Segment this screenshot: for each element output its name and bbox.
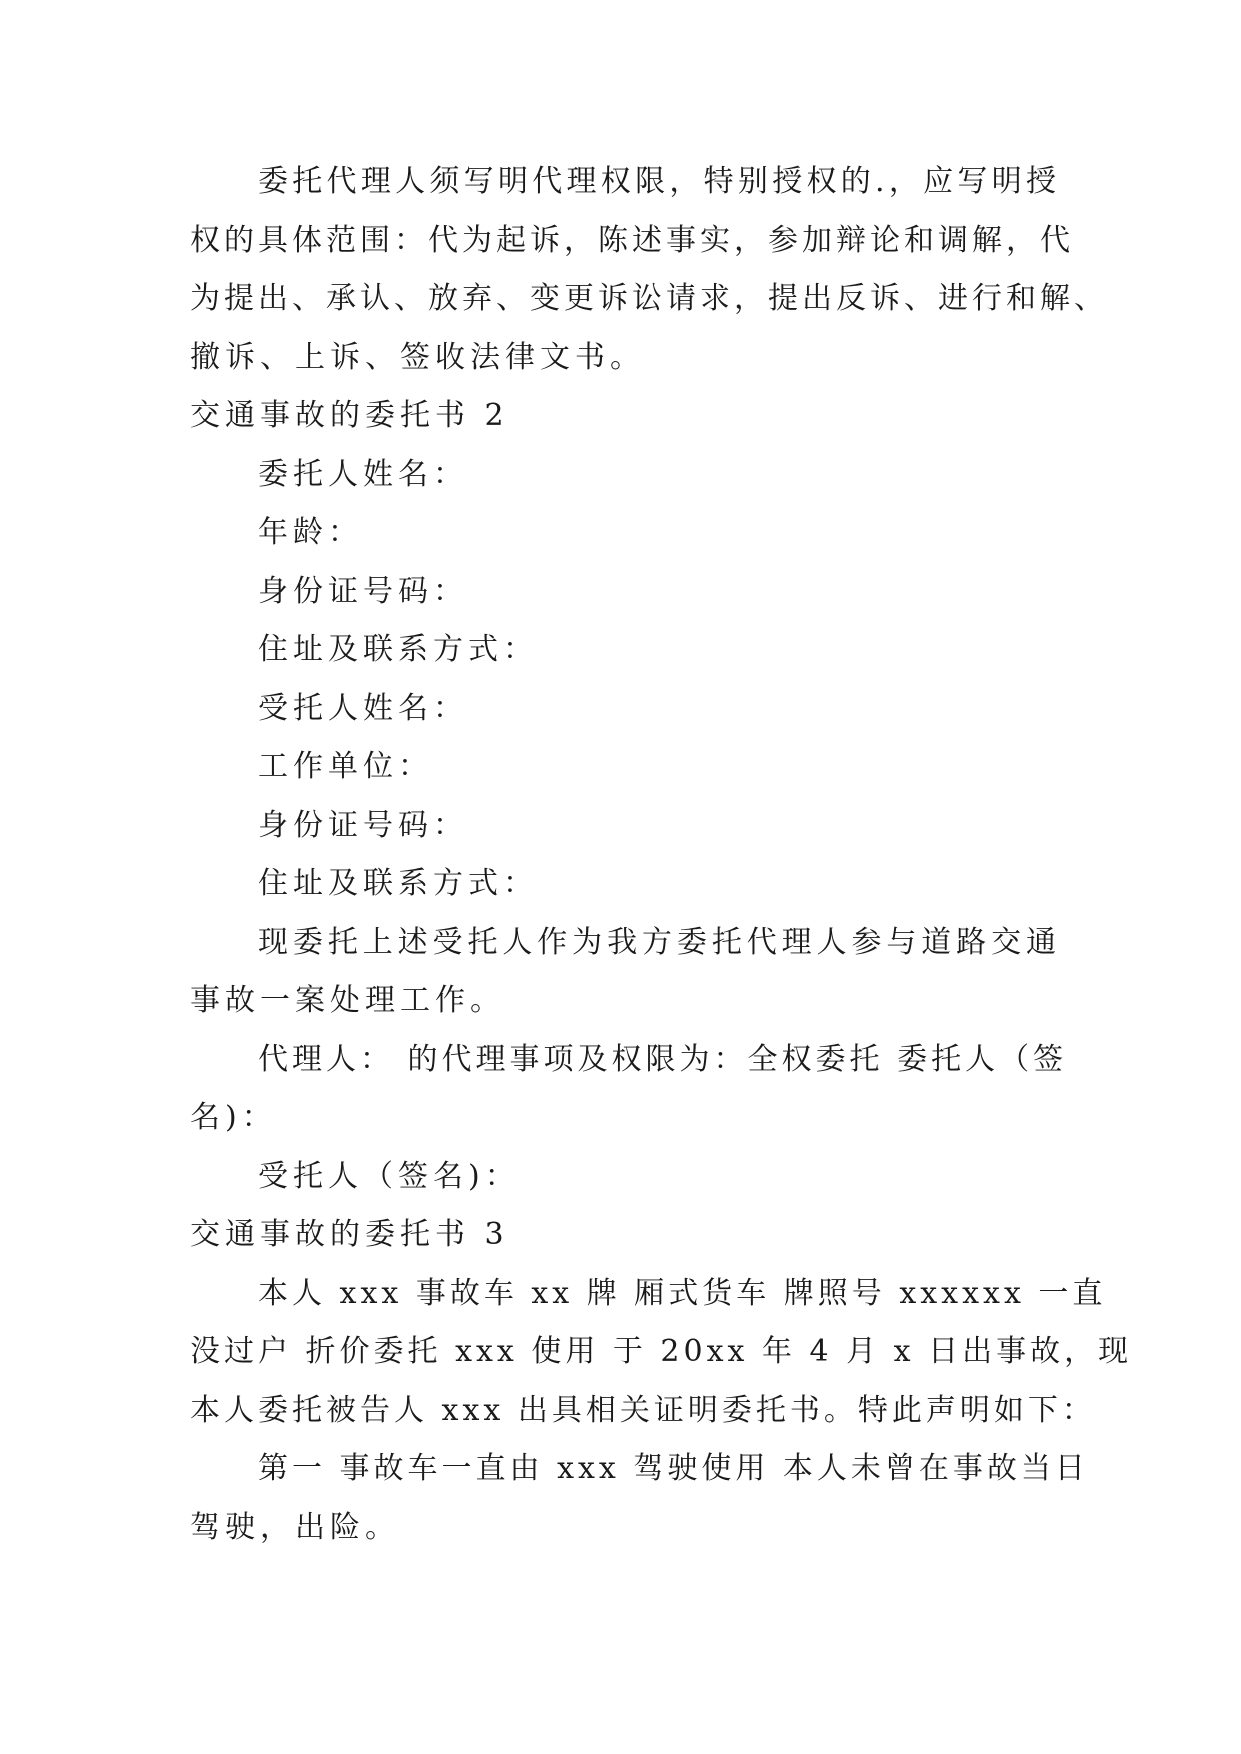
text-line: 驾驶，出险。	[190, 1509, 400, 1545]
form-field-list	[190, 446, 1060, 914]
document-body	[190, 153, 1133, 1557]
text-line: 代理人： 的代理事项及权限为：全权委托 委托人（签	[258, 1041, 1068, 1077]
paragraph-vehicle-statement	[190, 1265, 1133, 1441]
field-principal-id-number: 身份证号码：	[258, 573, 468, 609]
field-principal-address-contact: 住址及联系方式：	[258, 632, 538, 667]
field-principal-name: 委托人姓名：	[258, 456, 468, 492]
text-line: 本人委托被告人 xxx 出具相关证明委托书。特此声明如下：	[190, 1392, 1096, 1428]
text-line: 事故一案处理工作。	[190, 983, 505, 1018]
section-heading-2: 交通事故的委托书 2	[190, 398, 509, 433]
paragraph-agent-authority	[190, 1031, 1068, 1148]
trustee-signature-line: 受托人（签名)：	[258, 1158, 520, 1194]
field-trustee-name: 受托人姓名：	[258, 690, 468, 726]
text-line: 权的具体范围：代为起诉，陈述事实，参加辩论和调解，代	[190, 222, 1074, 258]
section-heading-3: 交通事故的委托书 3	[190, 1217, 509, 1252]
text-line: 本人 xxx 事故车 xx 牌 厢式货车 牌照号 xxxxxx 一直	[258, 1275, 1107, 1311]
field-work-unit: 工作单位：	[258, 749, 433, 784]
paragraph-entrustment	[190, 914, 1060, 1031]
text-line: 没过户 折价委托 xxx 使用 于 20xx 年 4 月 x 日出事故，现	[190, 1334, 1133, 1369]
paragraph-declaration-first	[190, 1440, 1089, 1557]
field-trustee-address-contact: 住址及联系方式：	[258, 866, 538, 901]
field-age: 年龄：	[258, 515, 363, 550]
paragraph-authority-scope	[190, 153, 1108, 387]
field-trustee-id-number: 身份证号码：	[258, 807, 468, 843]
text-line: 名)：	[190, 1100, 277, 1135]
text-line: 撤诉、上诉、签收法律文书。	[190, 339, 645, 375]
text-line: 第一 事故车一直由 xxx 驾驶使用 本人未曾在事故当日	[258, 1451, 1089, 1486]
text-line: 委托代理人须写明代理权限，特别授权的.，应写明授	[258, 164, 1060, 199]
text-line: 为提出、承认、放弃、变更诉讼请求，提出反诉、进行和解、	[190, 281, 1108, 316]
text-line: 现委托上述受托人作为我方委托代理人参与道路交通	[258, 924, 1060, 960]
